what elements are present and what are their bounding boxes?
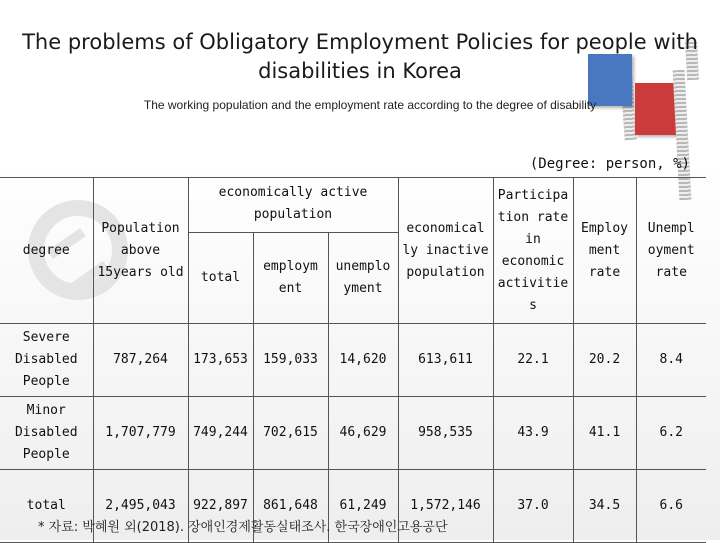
cell-inactive: 613,611 bbox=[398, 324, 493, 397]
table-row bbox=[0, 397, 706, 470]
cell-employment-rate: 41.1 bbox=[573, 397, 636, 470]
header-employment-rate: Employ ment rate bbox=[573, 178, 636, 324]
cell-total: 173,653 bbox=[188, 324, 253, 397]
header-econ-active: economically active population bbox=[188, 178, 398, 233]
cell-degree: Minor Disabled People bbox=[0, 397, 93, 470]
cell-employment-rate: 20.2 bbox=[573, 324, 636, 397]
cell-total: 922,897 bbox=[188, 470, 253, 543]
header-employment: employm ent bbox=[253, 233, 328, 324]
header-degree: degree bbox=[0, 178, 93, 324]
cell-participation: 43.9 bbox=[493, 397, 573, 470]
cell-total: 749,244 bbox=[188, 397, 253, 470]
cell-participation: 37.0 bbox=[493, 470, 573, 543]
header-inactive: economical ly inactive population bbox=[398, 178, 493, 324]
cell-population: 1,707,779 bbox=[93, 397, 188, 470]
cell-population: 787,264 bbox=[93, 324, 188, 397]
table-row bbox=[0, 324, 706, 397]
cell-inactive: 958,535 bbox=[398, 397, 493, 470]
header-total: total bbox=[188, 233, 253, 324]
cell-unemployment-rate: 6.2 bbox=[636, 397, 706, 470]
source-note: * 자료: 박혜원 외(2018). 장애인경제활동실태조사. 한국장애인고용공단 bbox=[38, 520, 448, 535]
cell-employment: 702,615 bbox=[253, 397, 328, 470]
cell-participation: 22.1 bbox=[493, 324, 573, 397]
cell-unemployment-rate: 6.6 bbox=[636, 470, 706, 543]
header-population: Population above 15years old bbox=[93, 178, 188, 324]
header-participation: Participa tion rate in economic activitie s bbox=[493, 178, 573, 324]
cell-inactive: 1,572,146 bbox=[398, 470, 493, 543]
cell-employment-rate: 34.5 bbox=[573, 470, 636, 543]
slide-title: The problems of Obligatory Employment Policies for people with disabilities in Korea bbox=[22, 30, 698, 83]
slide-subtitle: The working population and the employment rate according to the degree of disability bbox=[143, 98, 597, 112]
cell-unemployment: 46,629 bbox=[328, 397, 398, 470]
employment-table bbox=[0, 177, 706, 543]
header-unemployment-rate: Unempl oyment rate bbox=[636, 178, 706, 324]
cell-unemployment: 61,249 bbox=[328, 470, 398, 543]
cell-degree: total bbox=[0, 470, 93, 543]
cell-employment: 861,648 bbox=[253, 470, 328, 543]
header-unemployment: unemplo yment bbox=[328, 233, 398, 324]
cell-population: 2,495,043 bbox=[93, 470, 188, 543]
unit-note: (Degree: person, %) bbox=[529, 156, 690, 172]
cell-unemployment: 14,620 bbox=[328, 324, 398, 397]
cell-employment: 159,033 bbox=[253, 324, 328, 397]
cell-degree: Severe Disabled People bbox=[0, 324, 93, 397]
cell-unemployment-rate: 8.4 bbox=[636, 324, 706, 397]
